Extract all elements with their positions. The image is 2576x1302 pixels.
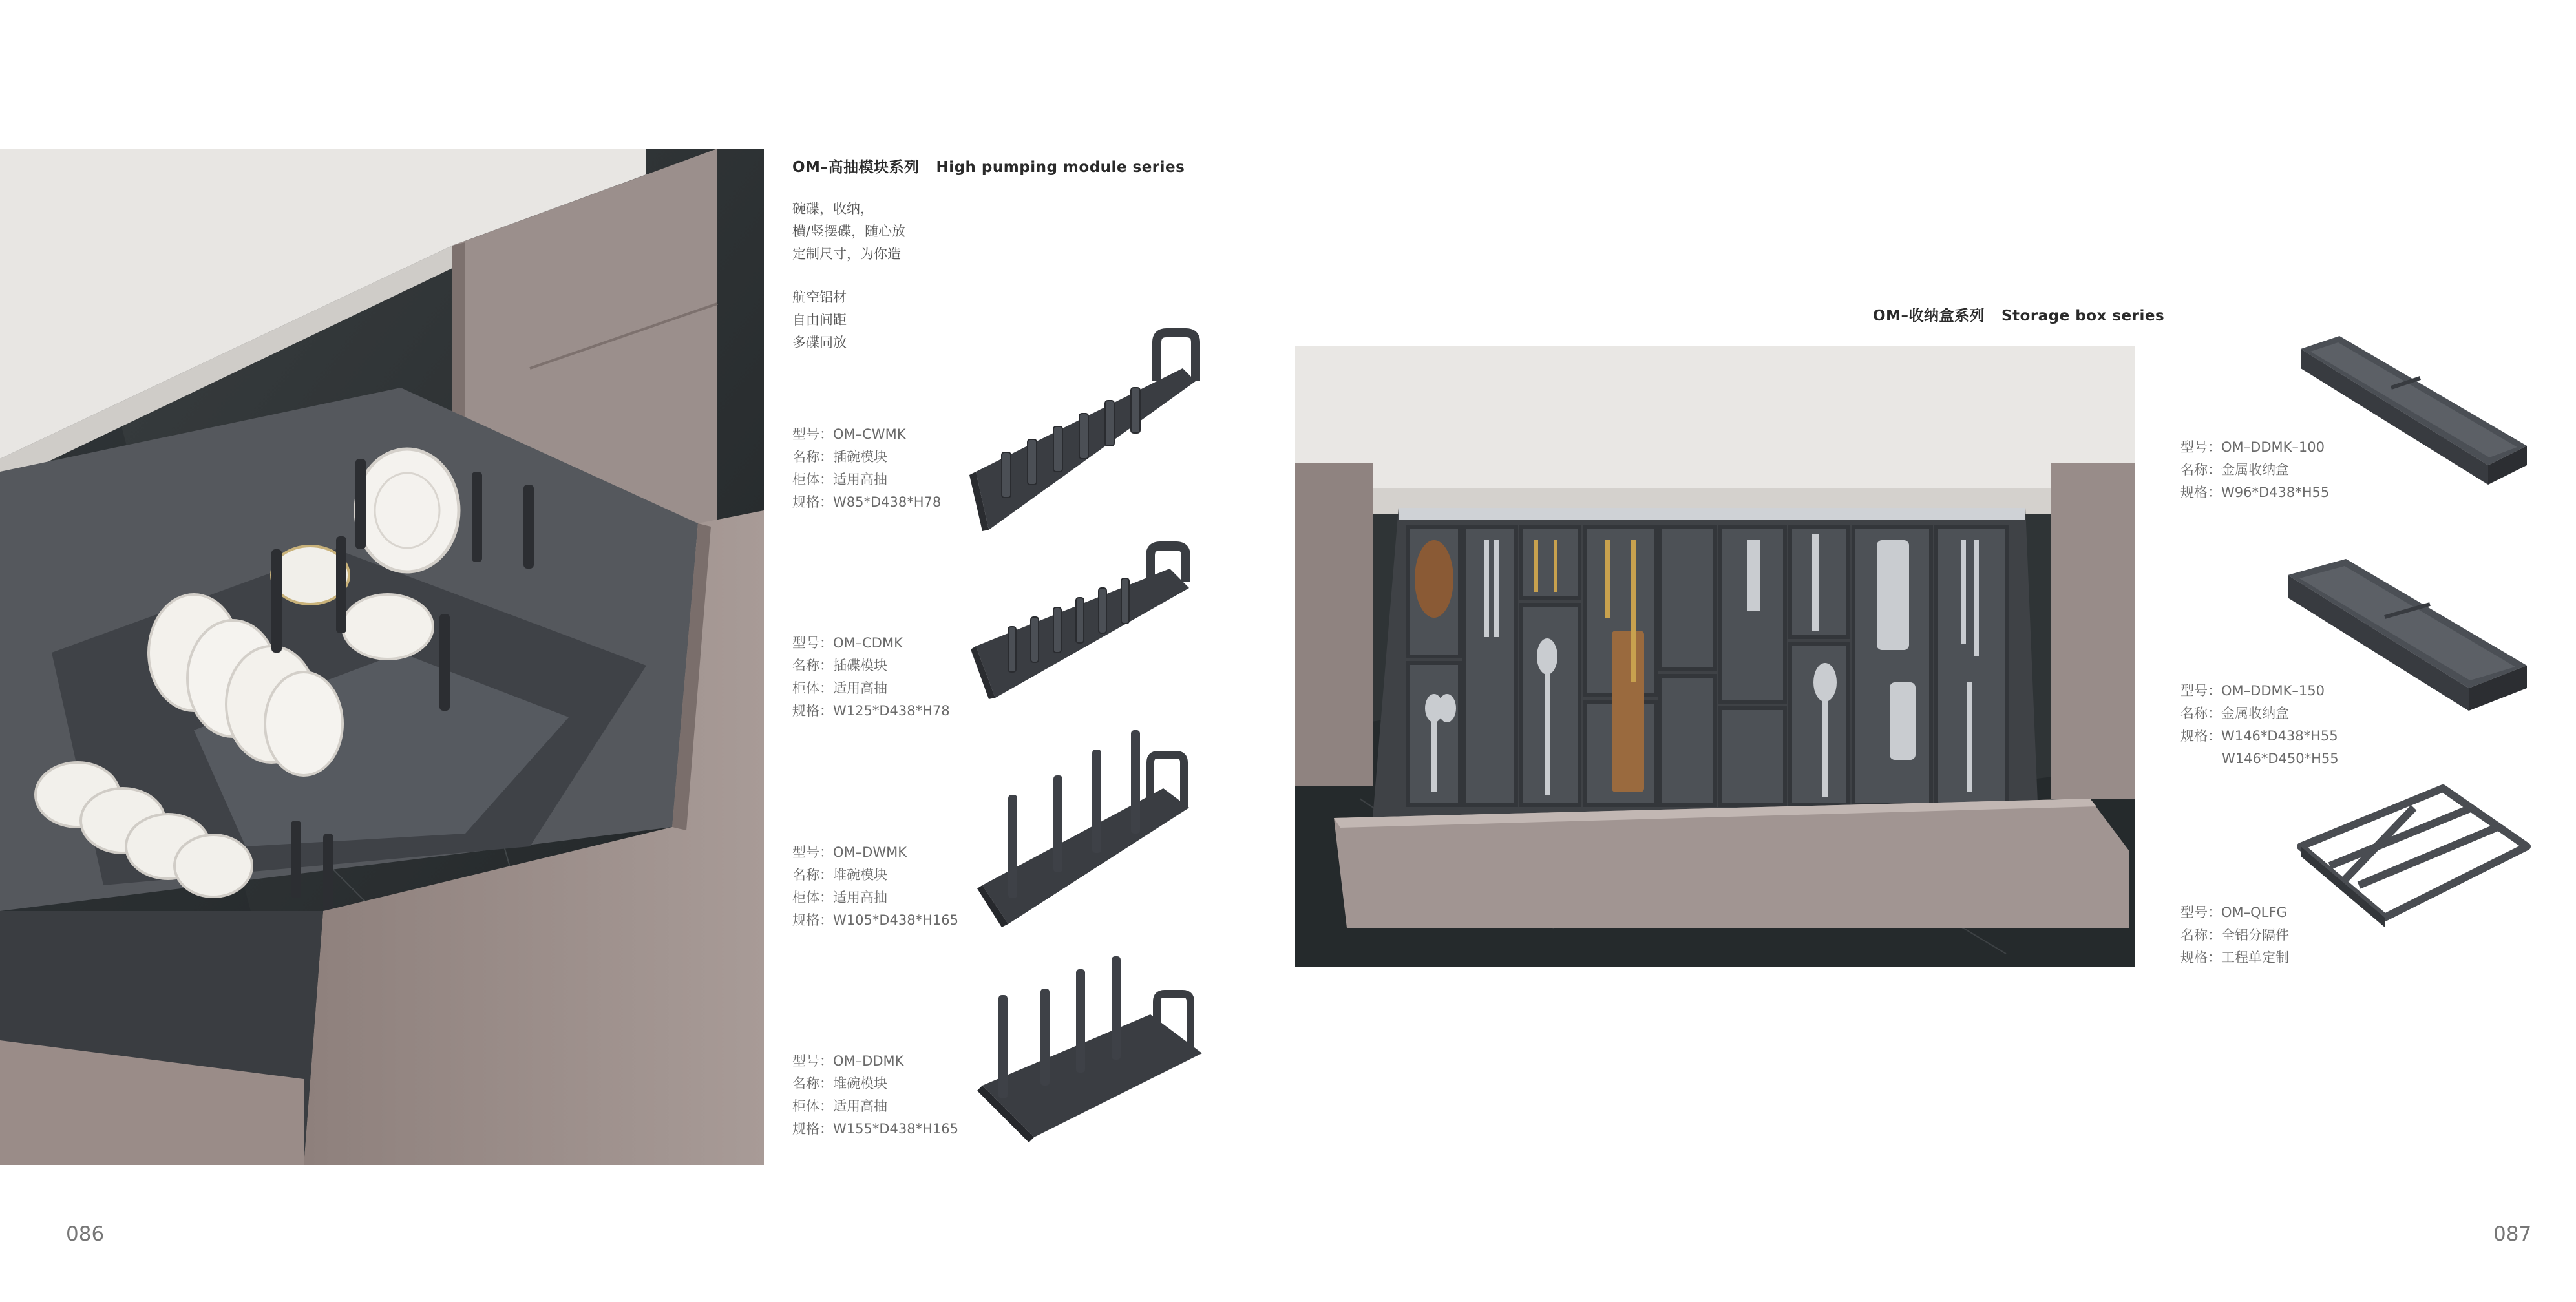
cutlery-drawer-photo (1295, 346, 2135, 967)
section-title-storage-box (1873, 304, 2164, 325)
page-number-right: 087 (2493, 1223, 2532, 1246)
spec-name: 名称：堆碗模块 (792, 1076, 887, 1091)
spec-size: 规格：工程单定制 (2180, 950, 2289, 965)
spec-cabinet: 柜体：适用高抽 (792, 472, 887, 487)
spec-model: 型号：OM–DDMK–150 (2180, 683, 2325, 698)
spec-size-alt: W146*D450*H55 (2222, 751, 2339, 766)
product-spec-ddmk (792, 1050, 958, 1140)
spec-name: 名称：插碟模块 (792, 658, 887, 673)
drawer-plates-photo (0, 149, 764, 1165)
spec-size: 规格：W155*D438*H165 (792, 1121, 958, 1137)
spec-model: 型号：OM–DDMK–100 (2180, 439, 2325, 455)
bowl-stack-rack-icon (969, 717, 1202, 937)
section-title-en: Storage box series (2001, 308, 2165, 324)
spec-size: 规格：W105*D438*H165 (792, 912, 958, 928)
intro-line: 定制尺寸，为你造 (792, 246, 901, 262)
intro-text (792, 198, 905, 266)
spec-size: 规格：W125*D438*H78 (792, 703, 950, 719)
dish-rack-icon (963, 530, 1209, 724)
product-spec-dwmk (792, 841, 958, 932)
spec-name: 名称：金属收纳盒 (2180, 706, 2289, 721)
spec-model: 型号：OM–DDMK (792, 1053, 904, 1069)
spec-cabinet: 柜体：适用高抽 (792, 890, 887, 905)
product-spec-cdmk (792, 632, 950, 722)
spec-name: 名称：插碗模块 (792, 449, 887, 465)
section-title-en: High pumping module series (936, 159, 1185, 176)
intro-line: 横/竖摆碟，随心放 (792, 224, 906, 239)
feature-line: 多碟同放 (792, 335, 847, 350)
spec-name: 名称：堆碗模块 (792, 867, 887, 883)
spec-model: 型号：OM–CWMK (792, 426, 906, 442)
product-spec-cwmk (792, 423, 941, 514)
section-title-high-pumping (792, 155, 1185, 176)
spec-cabinet: 柜体：适用高抽 (792, 1098, 887, 1114)
feature-line: 自由间距 (792, 312, 847, 328)
product-spec-qlfg (2180, 901, 2289, 969)
spec-model: 型号：OM–DWMK (792, 845, 907, 860)
spec-size: 规格：W85*D438*H78 (792, 494, 942, 510)
spec-size: 规格：W96*D438*H55 (2180, 485, 2330, 500)
feature-text (792, 286, 847, 354)
divider-frame-icon (2288, 775, 2540, 943)
plate-rack-icon (963, 323, 1209, 543)
feature-line: 航空铝材 (792, 289, 847, 305)
page-number-left: 086 (66, 1223, 105, 1246)
spec-cabinet: 柜体：适用高抽 (792, 680, 887, 696)
product-spec-ddmk-150 (2180, 680, 2339, 770)
product-spec-ddmk-100 (2180, 436, 2329, 504)
intro-line: 碗碟，收纳， (792, 201, 874, 216)
spec-name: 名称：金属收纳盒 (2180, 462, 2289, 478)
section-title-cn: OM–收纳盒系列 (1873, 308, 1985, 324)
spec-size: 规格：W146*D438*H55 (2180, 728, 2338, 744)
spec-model: 型号：OM–QLFG (2180, 905, 2287, 920)
bowl-stack-rack-icon (969, 943, 1215, 1163)
section-title-cn: OM–高抽模块系列 (792, 159, 920, 176)
spec-name: 名称：全铝分隔件 (2180, 927, 2289, 943)
spec-model: 型号：OM–CDMK (792, 635, 903, 651)
